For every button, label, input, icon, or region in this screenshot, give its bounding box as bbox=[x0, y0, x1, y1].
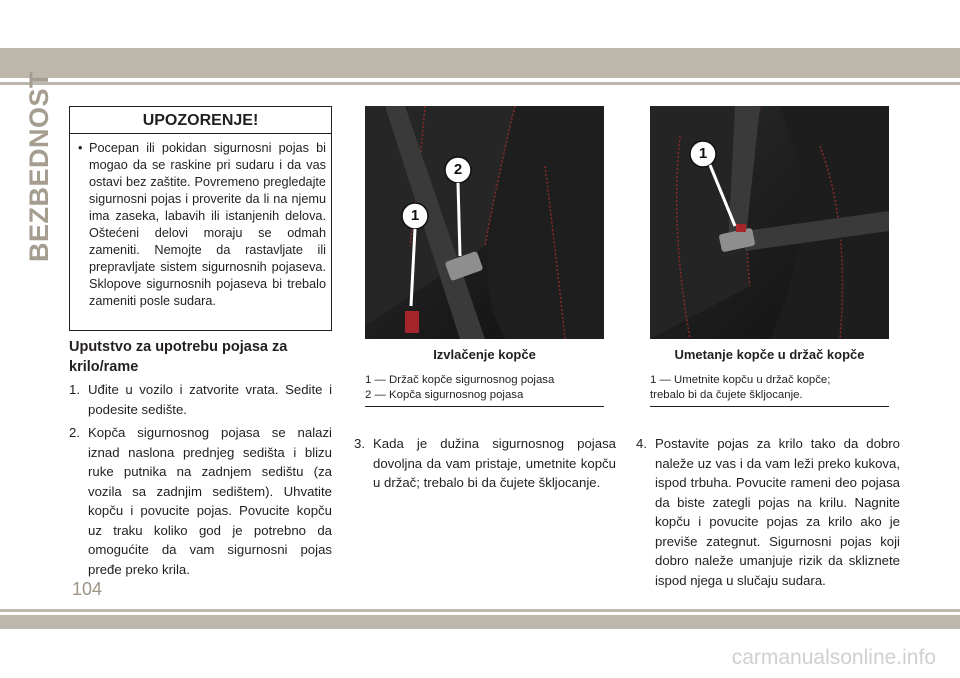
figure-2-photo bbox=[650, 106, 889, 339]
step-4 bbox=[636, 434, 900, 590]
step-text: Uđite u vozilo i zatvorite vrata. Sedite i podesite sedište. bbox=[88, 382, 332, 417]
figure-2-title: Umetanje kopče u držač kopče bbox=[674, 347, 865, 362]
section-title: BEZBEDNOST bbox=[24, 70, 54, 262]
figure-1-photo bbox=[365, 106, 604, 339]
callout-2: 2 bbox=[453, 161, 463, 178]
warning-text: Pocepan ili pokidan sigurnosni pojas bi mogao da se raskine pri sudaru i da vas ostavi bez zaštite. Povremeno pregledajte sigurnosni pojas i proverite da li na njemu ima zaseka, labavih ili istanjenih delova. Oštećeni delovi moraju se odmah zameniti. Nemojte da rastavljate ili prepravljate sistem sigurnosnih pojaseva. Sklopove sigurnosnih pojaseva bi trebalo zameniti posle sudara. bbox=[89, 141, 326, 308]
figure-1-legend bbox=[365, 373, 604, 403]
section-heading: Uputstvo za upotrebu pojasa za krilo/rame bbox=[69, 339, 288, 375]
bullet-icon: • bbox=[78, 141, 83, 155]
step-number: 1. bbox=[69, 382, 80, 397]
figure-1-rule bbox=[365, 406, 604, 407]
watermark: carmanualsonline.info bbox=[731, 646, 936, 669]
warning-text-block bbox=[78, 140, 326, 310]
bottom-band bbox=[0, 615, 960, 629]
warning-title: UPOZORENJE! bbox=[70, 107, 331, 134]
step-2 bbox=[69, 423, 332, 579]
bottom-rule bbox=[0, 609, 960, 612]
figure-1-title: Izvlačenje kopče bbox=[433, 347, 536, 362]
figure-2-rule bbox=[650, 406, 889, 407]
legend-line: 2 — Kopča sigurnosnog pojasa bbox=[365, 389, 524, 401]
legend-line: 1 — Držač kopče sigurnosnog pojasa bbox=[365, 374, 555, 386]
step-3 bbox=[354, 434, 616, 493]
warning-box bbox=[69, 106, 332, 331]
figure-2-legend bbox=[650, 373, 889, 403]
top-rule bbox=[0, 82, 960, 85]
callout-1: 1 bbox=[698, 145, 708, 162]
seat-belt-insert-photo bbox=[650, 106, 889, 339]
step-number: 3. bbox=[354, 436, 365, 451]
step-text: Kada je dužina sigurnosnog pojasa dovoljna da vam pristaje, umetnite kopču u držač; trebalo bi da čujete škljocanje. bbox=[373, 436, 616, 490]
step-1 bbox=[69, 380, 332, 419]
legend-line: 1 — Umetnite kopču u držač kopče; bbox=[650, 374, 831, 386]
legend-line: trebalo bi da čujete škljocanje. bbox=[650, 389, 803, 401]
step-number: 2. bbox=[69, 425, 80, 440]
seat-belt-buckle-photo bbox=[365, 106, 604, 339]
callout-1: 1 bbox=[410, 207, 420, 224]
step-number: 4. bbox=[636, 436, 647, 451]
page-number: 104 bbox=[72, 579, 103, 599]
step-text: Kopča sigurnosnog pojasa se nalazi iznad naslona prednjeg sedišta i blizu ruke putnika na zadnjem sedištu (za vozila sa zadnjim sedištem). Uhvatite kopču i povucite pojas. Povucite kopču uz traku koliko god je potrebno da omogućite da vam sigurnosni pojas pređe preko krila. bbox=[88, 425, 332, 577]
step-text: Postavite pojas za krilo tako da dobro naleže uz vas i da vam leži preko kukova, ispod trbuha. Povucite rameni deo pojasa da biste zategli pojas na krilu. Nagnite kopču i povucite pojas za krilo ako je previše zategnut. Sigurnosni pojas koji dobro naleže umanjuje rizik da skliznete ispod njega u slučaju sudara. bbox=[655, 436, 900, 588]
top-band bbox=[0, 48, 960, 78]
